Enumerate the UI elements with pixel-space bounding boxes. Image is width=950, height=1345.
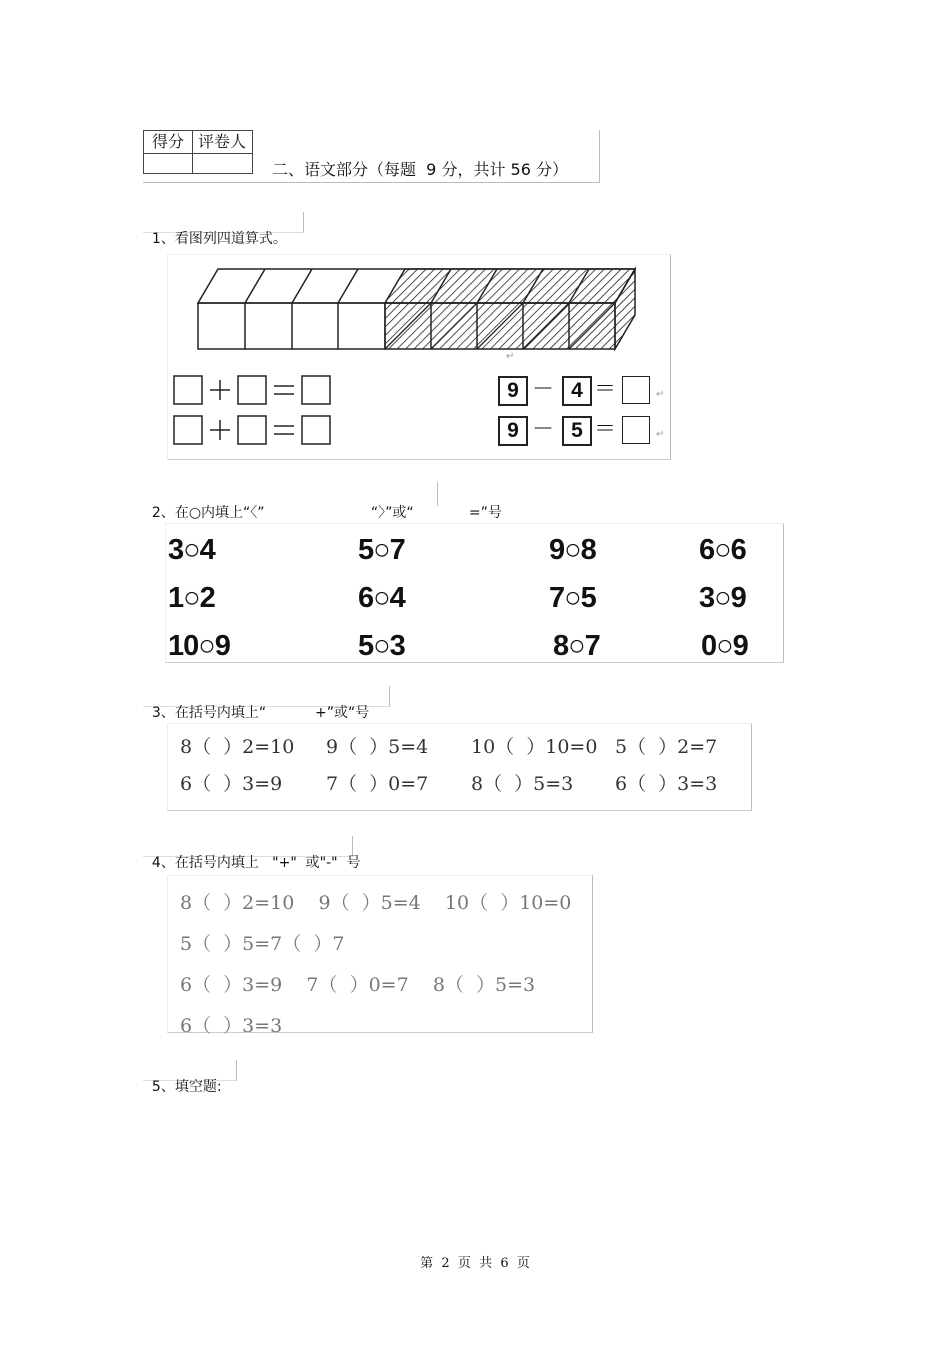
question-4-figure (167, 875, 593, 1037)
equation: 7（ ）0=7 (326, 773, 429, 795)
question-5-prompt (143, 1060, 237, 1095)
answer-box[interactable] (622, 416, 650, 444)
return-mark-icon: ↵ (506, 351, 515, 362)
question-2-text-left: 2、在○内填上“〈” (151, 505, 265, 521)
minus-sign: － (532, 377, 555, 402)
equation: 8（ ）5=3 (471, 773, 574, 795)
answer-box[interactable] (622, 376, 650, 404)
score-cell (144, 131, 193, 154)
right-equation-1 (498, 373, 668, 407)
equation: 8（ ）2=10 (180, 736, 295, 758)
equation: 6（ ）3=3 (615, 773, 718, 795)
question-2-prompt-right: =”号 (468, 505, 502, 521)
compare-item: 1○2 (168, 582, 215, 614)
question-2-prompt-mid: “〉”或“ (370, 505, 414, 521)
minuend-box: 9 (498, 416, 528, 446)
compare-item: 5○7 (358, 534, 405, 566)
score-label: 得分 (151, 132, 184, 151)
left-equation-1 (172, 373, 332, 411)
question-5-text: 5、填空题: (151, 1079, 222, 1095)
question-4-text: 4、在括号内填上 "+" 或"-" 号 (151, 855, 361, 871)
section-title: 二、语文部分（每题 9 分，共计 56 分） (272, 160, 568, 179)
compare-item: 7○5 (549, 582, 596, 614)
minus-sign: － (532, 417, 555, 442)
equation: 6（ ）3=9 (180, 773, 283, 795)
compare-item: 6○4 (358, 582, 405, 614)
question-2-figure (165, 523, 784, 663)
equation-line: 6（ ）3=3 (180, 1015, 283, 1037)
compare-item: 3○9 (699, 582, 746, 614)
left-equation-2 (172, 413, 332, 451)
page-footer: 第 2 页 共 6 页 (420, 1256, 530, 1271)
compare-item: 5○3 (358, 630, 405, 662)
compare-item: 6○6 (699, 534, 746, 566)
subtrahend-box: 4 (562, 376, 592, 406)
right-equation-2 (498, 413, 668, 447)
question-3-text: 3、在括号内填上“ +”或“号 (151, 705, 370, 721)
subtrahend-box: 5 (562, 416, 592, 446)
equation: 10（ ）10=0 (471, 736, 598, 758)
compare-item: 10○9 (168, 630, 230, 662)
equals-sign: ＝ (594, 417, 617, 442)
question-1-prompt (143, 212, 304, 247)
minuend-box: 9 (498, 376, 528, 406)
compare-item: 3○4 (168, 534, 215, 566)
compare-item: 9○8 (549, 534, 596, 566)
equation-line: 5（ ）5=7（ ）7 (180, 933, 345, 955)
score-blank-cell (144, 153, 193, 173)
question-2-prompt (143, 486, 265, 522)
equation-line: 6（ ）3=9 7（ ）0=7 8（ ）5=3 (180, 974, 536, 996)
return-mark-icon: ↵ (656, 429, 665, 440)
equation: 5（ ）2=7 (615, 736, 718, 758)
question-3-prompt (143, 686, 390, 721)
grader-cell (192, 131, 252, 154)
question-4-prompt (143, 836, 361, 871)
compare-item: 8○7 (553, 630, 600, 662)
question-1-figure (167, 254, 671, 460)
equation-line: 8（ ）2=10 9（ ）5=4 10（ ）10=0 (180, 892, 572, 914)
score-box (143, 130, 253, 174)
grader-label: 评卷人 (197, 132, 246, 151)
equation: 9（ ）5=4 (326, 736, 429, 758)
return-mark-icon: ↵ (656, 389, 665, 400)
question-1-text: 1、看图列四道算式。 (151, 231, 287, 247)
equals-sign: ＝ (594, 377, 617, 402)
divider (437, 482, 438, 506)
compare-item: 0○9 (701, 630, 748, 662)
question-3-figure (167, 723, 752, 811)
